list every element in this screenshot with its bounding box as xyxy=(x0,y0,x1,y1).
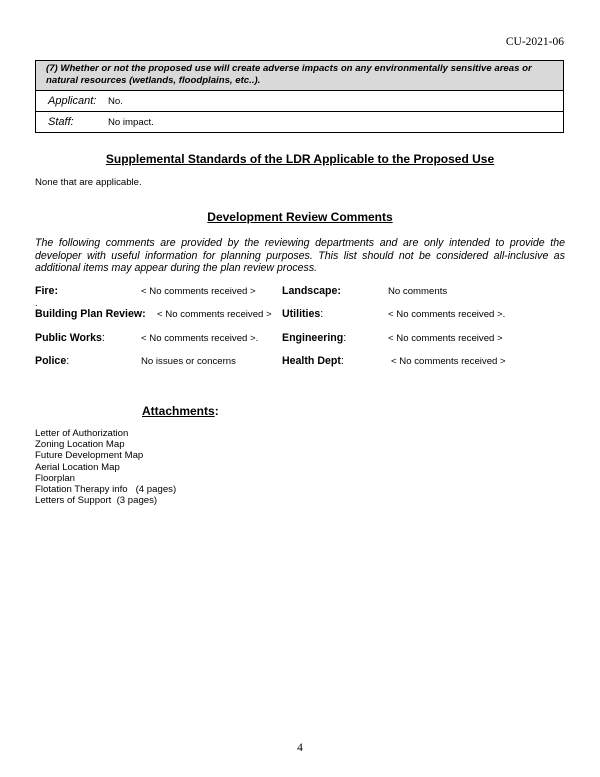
dept-fire-comment: < No comments received > xyxy=(141,286,256,297)
attachments-list xyxy=(35,428,176,506)
dept-police-label: Police: xyxy=(35,355,70,367)
dept-engineering-label: Engineering: xyxy=(282,332,347,344)
attachment-item: Letter of Authorization xyxy=(35,428,129,439)
dept-engineering-comment: < No comments received > xyxy=(388,333,503,344)
supplemental-standards-heading: Supplemental Standards of the LDR Applicable to the Proposed Use xyxy=(105,152,495,166)
attachment-item: Future Development Map xyxy=(35,450,144,462)
staff-row xyxy=(36,111,563,132)
dept-health-comment: < No comments received > xyxy=(391,356,506,367)
attachment-item: Flotation Therapy info (4 pages) xyxy=(35,484,177,496)
dept-fire-label: Fire: xyxy=(35,285,58,297)
dept-building-plan-review-comment: < No comments received > xyxy=(157,309,272,320)
staff-response: No impact. xyxy=(108,116,154,128)
stray-period: . xyxy=(35,298,38,309)
attachment-item: Letters of Support (3 pages) xyxy=(35,495,158,507)
dept-health-label: Health Dept: xyxy=(282,355,344,367)
attachment-item: Floorplan xyxy=(35,472,75,484)
dept-landscape-label: Landscape: xyxy=(282,285,341,297)
criterion-question: (7) Whether or not the proposed use will create adverse impacts on any environmentally sensitive areas or natural resources (wetlands, floodplains, etc..). xyxy=(36,61,563,91)
dept-utilities-comment: < No comments received >. xyxy=(388,309,506,320)
criterion-table xyxy=(35,60,564,133)
attachments-heading: Attachments: xyxy=(142,404,219,418)
dept-building-plan-review-label: Building Plan Review: xyxy=(35,308,146,320)
applicant-label: Applicant: xyxy=(48,95,97,107)
applicant-response: No. xyxy=(108,95,123,107)
attachment-item: Aerial Location Map xyxy=(35,461,120,473)
dept-landscape-comment: No comments xyxy=(388,286,448,297)
staff-label: Staff: xyxy=(48,116,74,128)
dept-public-works-comment: < No comments received >. xyxy=(141,333,259,344)
applicant-row xyxy=(36,91,563,111)
review-intro-paragraph: The following comments are provided by the reviewing departments and are only intended to provide the developer with useful information for planning purposes. This list should not be considered all-inclusive as additional items may appear during the plan review process. xyxy=(35,237,565,275)
supplemental-standards-text: None that are applicable. xyxy=(35,177,142,188)
page-number: 4 xyxy=(297,742,303,754)
case-number: CU-2021-06 xyxy=(505,36,564,48)
dept-police-comment: No issues or concerns xyxy=(141,356,236,367)
attachment-item: Zoning Location Map xyxy=(35,439,125,451)
dept-public-works-label: Public Works: xyxy=(35,332,105,344)
development-review-heading: Development Review Comments xyxy=(207,210,393,224)
dept-utilities-label: Utilities: xyxy=(282,308,324,320)
